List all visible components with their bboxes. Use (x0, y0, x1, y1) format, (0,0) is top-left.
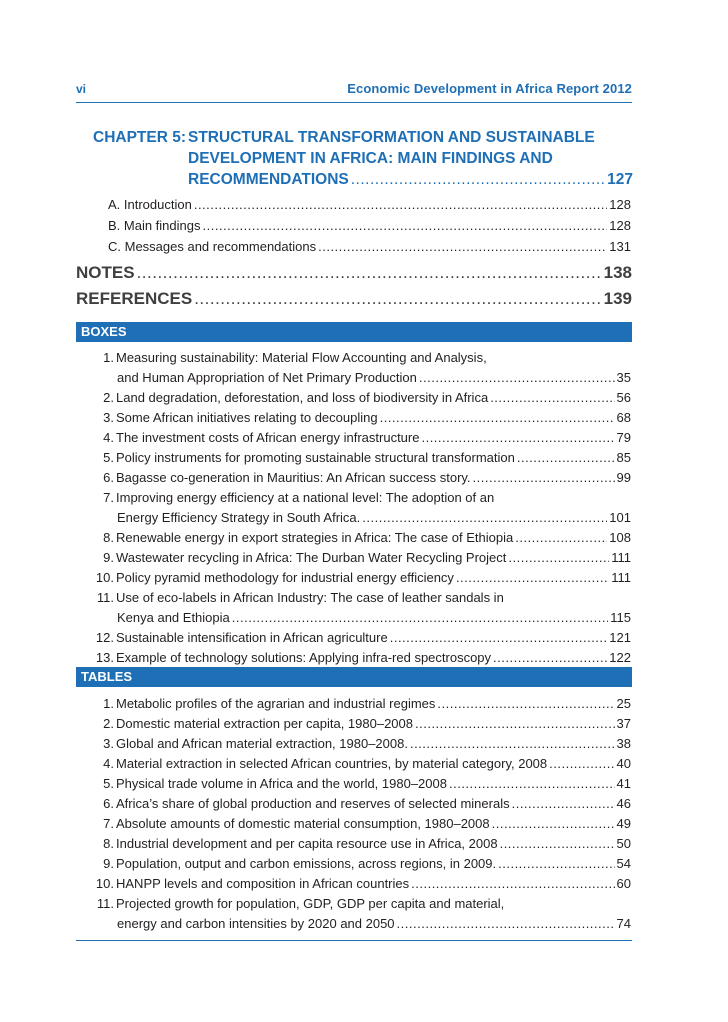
bottom-rule (76, 940, 632, 941)
item-page: 49 (616, 816, 631, 831)
toc-section-label: C. Messages and recommendations (108, 239, 317, 254)
dot-leader (232, 610, 609, 626)
item-page: 74 (616, 916, 631, 931)
dot-leader (194, 197, 607, 213)
dot-leader (498, 856, 614, 872)
item-page: 46 (616, 796, 631, 811)
item-number: 1. (103, 350, 114, 365)
item-page: 121 (609, 630, 631, 645)
item-number: 12. (95, 630, 114, 645)
box-item-10[interactable] (76, 570, 631, 586)
dot-leader (549, 756, 614, 772)
item-page: 38 (616, 736, 631, 751)
item-number: 8. (103, 530, 114, 545)
item-page: 79 (616, 430, 631, 445)
item-number: 1. (103, 696, 114, 711)
references-label: REFERENCES (76, 289, 193, 308)
item-number: 10. (95, 876, 114, 891)
table-item-1[interactable] (76, 696, 631, 712)
dot-leader (512, 796, 615, 812)
notes-page: 138 (603, 263, 632, 282)
box-item-11[interactable] (76, 590, 631, 606)
table-item-11[interactable] (76, 896, 631, 912)
item-text-continued: Kenya and Ethiopia (117, 610, 230, 625)
dot-leader (380, 410, 615, 426)
item-page: 111 (611, 550, 631, 565)
toc-section-label: B. Main findings (108, 218, 201, 233)
item-text: Improving energy efficiency at a national level: The adoption of an (116, 490, 495, 505)
item-text: Bagasse co-generation in Mauritius: An African success story. (116, 470, 471, 485)
item-number: 9. (103, 550, 114, 565)
item-text: Measuring sustainability: Material Flow Accounting and Analysis, (116, 350, 487, 365)
toc-page: 128 (609, 197, 631, 212)
dot-leader (411, 876, 614, 892)
box-item-12[interactable] (76, 630, 631, 646)
table-item-5[interactable] (76, 776, 631, 792)
box-item-7-continued[interactable] (117, 510, 631, 526)
toc-references[interactable] (76, 289, 632, 309)
page-number: vi (76, 82, 87, 96)
item-page: 25 (616, 696, 631, 711)
item-text-continued: and Human Appropriation of Net Primary Production (117, 370, 417, 385)
item-text: Metabolic profiles of the agrarian and industrial regimes (116, 696, 436, 711)
box-item-8[interactable] (76, 530, 631, 546)
report-title: Economic Development in Africa Report 2012 (347, 81, 632, 96)
dot-leader (492, 816, 615, 832)
table-item-9[interactable] (76, 856, 631, 872)
item-number: 3. (103, 736, 114, 751)
dot-leader (508, 550, 609, 566)
table-item-7[interactable] (76, 816, 631, 832)
dot-leader (351, 170, 605, 190)
header-rule (76, 102, 632, 103)
item-number: 6. (103, 470, 114, 485)
item-text: Absolute amounts of domestic material consumption, 1980–2008 (116, 816, 490, 831)
item-number: 5. (103, 776, 114, 791)
item-text: Global and African material extraction, 1980–2008. (116, 736, 408, 751)
item-page: 115 (610, 610, 631, 625)
box-item-3[interactable] (76, 410, 631, 426)
box-item-1[interactable] (76, 350, 631, 366)
item-text: Industrial development and per capita resource use in Africa, 2008 (116, 836, 498, 851)
dot-leader (390, 630, 608, 646)
item-number: 2. (103, 390, 114, 405)
running-header (76, 78, 632, 100)
item-text: Land degradation, deforestation, and loss of biodiversity in Africa (116, 390, 489, 405)
item-number: 4. (103, 430, 114, 445)
item-text: Sustainable intensification in African agriculture (116, 630, 388, 645)
item-number: 7. (103, 490, 114, 505)
chapter-label: CHAPTER 5: (93, 129, 187, 146)
item-text-continued: energy and carbon intensities by 2020 and 2050 (117, 916, 395, 931)
table-item-11-continued[interactable] (117, 916, 631, 932)
item-text: Physical trade volume in Africa and the world, 1980–2008 (116, 776, 447, 791)
item-text: Some African initiatives relating to decoupling (116, 410, 378, 425)
table-item-6[interactable] (76, 796, 631, 812)
box-item-11-continued[interactable] (117, 610, 631, 626)
item-text-continued: Energy Efficiency Strategy in South Africa. (117, 510, 361, 525)
item-number: 8. (103, 836, 114, 851)
item-page: 60 (616, 876, 631, 891)
item-text: Wastewater recycling in Africa: The Durban Water Recycling Project (116, 550, 507, 565)
table-item-8[interactable] (76, 836, 631, 852)
item-page: 56 (616, 390, 631, 405)
toc-page: 128 (609, 218, 631, 233)
item-page: 50 (616, 836, 631, 851)
item-page: 41 (616, 776, 631, 791)
item-page: 35 (616, 370, 631, 385)
item-text: Domestic material extraction per capita, 1980–2008 (116, 716, 413, 731)
dot-leader (362, 510, 607, 526)
item-page: 54 (616, 856, 631, 871)
item-page: 85 (616, 450, 631, 465)
dot-leader (517, 450, 615, 466)
item-text: Projected growth for population, GDP, GDP per capita and material, (116, 896, 505, 911)
box-item-7[interactable] (76, 490, 631, 506)
item-page: 40 (616, 756, 631, 771)
chapter-title-line-2: DEVELOPMENT IN AFRICA: MAIN FINDINGS AND (188, 150, 553, 167)
item-text: Policy instruments for promoting sustainable structural transformation (116, 450, 515, 465)
chapter-title-text: RECOMMENDATIONS (188, 171, 349, 188)
notes-label: NOTES (76, 263, 135, 282)
item-number: 11. (96, 896, 114, 911)
item-text: Use of eco-labels in African Industry: The case of leather sandals in (116, 590, 504, 605)
item-number: 2. (103, 716, 114, 731)
chapter-title-line-1: STRUCTURAL TRANSFORMATION AND SUSTAINABLE (188, 129, 595, 146)
item-number: 10. (95, 570, 114, 585)
dot-leader (490, 390, 614, 406)
box-item-13[interactable] (76, 650, 631, 666)
item-page: 68 (616, 410, 631, 425)
box-item-4[interactable] (76, 430, 631, 446)
item-page: 108 (609, 530, 631, 545)
toc-section-messages[interactable] (108, 239, 631, 255)
item-page: 37 (616, 716, 631, 731)
item-text: Policy pyramid methodology for industrial energy efficiency (116, 570, 454, 585)
item-text: The investment costs of African energy infrastructure (116, 430, 420, 445)
item-text: Example of technology solutions: Applying infra-red spectroscopy (116, 650, 492, 665)
references-page: 139 (603, 289, 632, 308)
toc-section-introduction[interactable] (108, 197, 631, 213)
dot-leader (194, 289, 601, 309)
item-text: HANPP levels and composition in African countries (116, 876, 410, 891)
table-item-4[interactable] (76, 756, 631, 772)
item-text: Material extraction in selected African countries, by material category, 2008 (116, 756, 548, 771)
item-text: Population, output and carbon emissions, across regions, in 2009. (116, 856, 497, 871)
boxes-heading: BOXES (76, 322, 632, 342)
toc-section-label: A. Introduction (108, 197, 192, 212)
dot-leader (437, 696, 614, 712)
dot-leader (515, 530, 607, 546)
item-number: 3. (103, 410, 114, 425)
box-item-5[interactable] (76, 450, 631, 466)
dot-leader (473, 470, 615, 486)
item-number: 6. (103, 796, 114, 811)
dot-leader (493, 650, 607, 666)
box-item-1-continued[interactable] (117, 370, 631, 386)
chapter-title-line-3 (188, 170, 633, 190)
table-item-2[interactable] (76, 716, 631, 732)
dot-leader (500, 836, 615, 852)
item-page: 99 (616, 470, 631, 485)
toc-section-main-findings[interactable] (108, 218, 631, 234)
dot-leader (137, 263, 602, 283)
table-item-3[interactable] (76, 736, 631, 752)
item-number: 7. (103, 816, 114, 831)
table-item-10[interactable] (76, 876, 631, 892)
dot-leader (456, 570, 609, 586)
dot-leader (421, 430, 614, 446)
item-number: 11. (96, 590, 114, 605)
item-text: Africa’s share of global production and reserves of selected minerals (116, 796, 510, 811)
dot-leader (203, 218, 608, 234)
box-item-6[interactable] (76, 470, 631, 486)
box-item-2[interactable] (76, 390, 631, 406)
item-page: 111 (611, 570, 631, 585)
toc-page: 131 (609, 239, 631, 254)
dot-leader (449, 776, 615, 792)
toc-notes[interactable] (76, 263, 632, 283)
item-page: 101 (609, 510, 631, 525)
dot-leader (419, 370, 615, 386)
item-number: 13. (95, 650, 114, 665)
item-page: 122 (609, 650, 631, 665)
item-number: 9. (103, 856, 114, 871)
dot-leader (397, 916, 615, 932)
chapter-page: 127 (607, 171, 633, 188)
dot-leader (410, 736, 615, 752)
box-item-9[interactable] (76, 550, 631, 566)
item-number: 5. (103, 450, 114, 465)
dot-leader (415, 716, 615, 732)
item-text: Renewable energy in export strategies in Africa: The case of Ethiopia (116, 530, 514, 545)
dot-leader (318, 239, 607, 255)
item-number: 4. (103, 756, 114, 771)
tables-heading: TABLES (76, 667, 632, 687)
